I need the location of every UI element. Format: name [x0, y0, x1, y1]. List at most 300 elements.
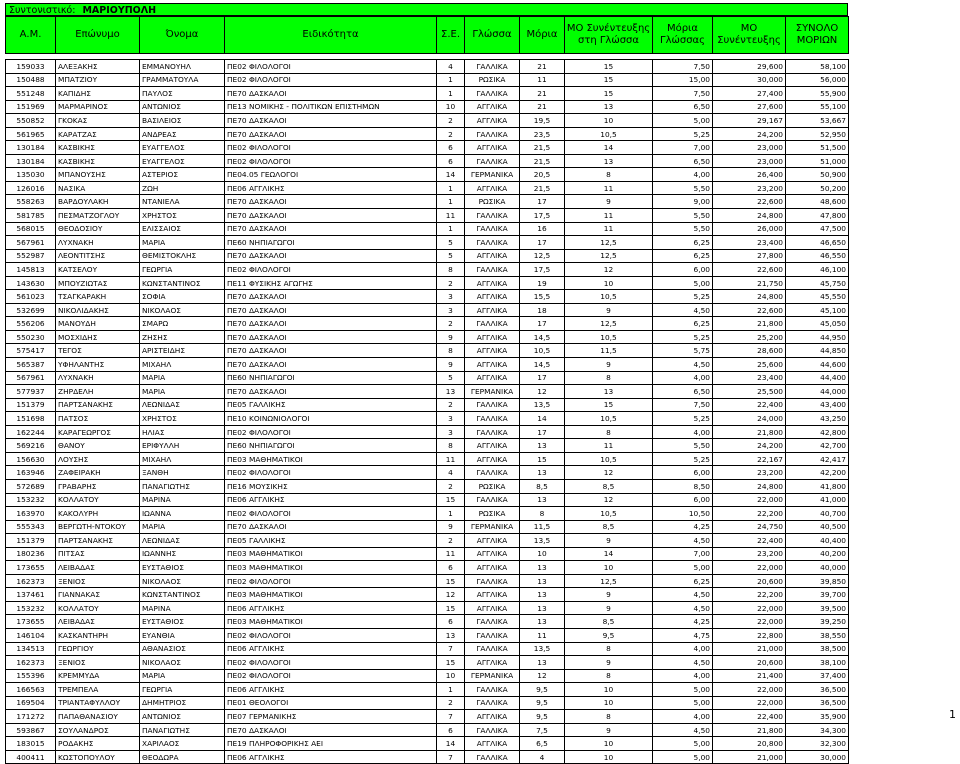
cell-interview-lang: 12,5: [565, 317, 653, 331]
cell-points: 12: [520, 385, 565, 399]
cell-lang-points: 6,50: [653, 154, 713, 168]
cell-language: ΑΓΓΛΙΚΑ: [465, 710, 520, 724]
cell-specialty: ΠΕ01 ΘΕΟΛΟΓΟΙ: [225, 696, 437, 710]
table-row: [6, 385, 849, 399]
spreadsheet: [5, 3, 848, 764]
col-interview-lang-header: ΜΟ Συνέντευξης στη Γλώσσα: [565, 17, 653, 54]
cell-lang-points: 5,25: [653, 127, 713, 141]
cell-specialty: ΠΕ60 ΝΗΠΙΑΓΩΓΟΙ: [225, 439, 437, 453]
cell-specialty: ΠΕ02 ΦΙΛΟΛΟΓΟΙ: [225, 60, 437, 74]
cell-lang-points: 5,00: [653, 683, 713, 697]
cell-points: 17: [520, 195, 565, 209]
cell-points: 13,5: [520, 398, 565, 412]
cell-interview-avg: 22,000: [713, 615, 786, 629]
cell-total: 42,700: [786, 439, 849, 453]
cell-language: ΓΑΛΛΙΚΑ: [465, 683, 520, 697]
cell-total: 58,100: [786, 60, 849, 74]
cell-se: 14: [437, 168, 465, 182]
cell-surname: ΤΡΙΑΝΤΑΦΥΛΛΟΥ: [56, 696, 140, 710]
cell-lang-points: 5,00: [653, 561, 713, 575]
cell-interview-avg: 23,200: [713, 547, 786, 561]
cell-total: 40,200: [786, 547, 849, 561]
cell-points: 20,5: [520, 168, 565, 182]
cell-am: 163970: [6, 507, 56, 521]
cell-firstname: ΠΑΥΛΟΣ: [140, 87, 225, 101]
cell-interview-avg: 20,800: [713, 737, 786, 751]
cell-lang-points: 4,50: [653, 656, 713, 670]
cell-surname: ΝΙΚΟΛΙΔΑΚΗΣ: [56, 303, 140, 317]
cell-specialty: ΠΕ06 ΑΓΓΛΙΚΗΣ: [225, 750, 437, 764]
cell-am: 581785: [6, 209, 56, 223]
cell-lang-points: 7,50: [653, 60, 713, 74]
cell-firstname: ΓΕΩΡΓΙΑ: [140, 683, 225, 697]
cell-points: 6,5: [520, 737, 565, 751]
cell-am: 151698: [6, 412, 56, 426]
table-row: [6, 73, 849, 87]
cell-surname: ΤΡΕΜΠΕΛΑ: [56, 683, 140, 697]
cell-specialty: ΠΕ06 ΑΓΓΛΙΚΗΣ: [225, 642, 437, 656]
cell-se: 1: [437, 195, 465, 209]
cell-points: 4: [520, 750, 565, 764]
cell-specialty: ΠΕ06 ΑΓΓΛΙΚΗΣ: [225, 181, 437, 195]
cell-total: 34,300: [786, 723, 849, 737]
table-row: [6, 344, 849, 358]
cell-interview-avg: 21,000: [713, 750, 786, 764]
cell-total: 55,900: [786, 87, 849, 101]
cell-am: 130184: [6, 141, 56, 155]
cell-se: 13: [437, 628, 465, 642]
cell-lang-points: 4,00: [653, 371, 713, 385]
cell-am: 567961: [6, 236, 56, 250]
cell-lang-points: 6,25: [653, 317, 713, 331]
page-number: 1: [949, 708, 956, 721]
coordinator-label: Συντονιστικό:: [9, 5, 76, 16]
cell-am: 569216: [6, 439, 56, 453]
cell-surname: ΑΛΕΞΑΚΗΣ: [56, 60, 140, 74]
cell-firstname: ΝΙΚΟΛΑΟΣ: [140, 574, 225, 588]
table-row: [6, 683, 849, 697]
cell-points: 8: [520, 507, 565, 521]
cell-lang-points: 5,25: [653, 330, 713, 344]
cell-interview-lang: 10: [565, 276, 653, 290]
cell-am: 577937: [6, 385, 56, 399]
cell-total: 44,850: [786, 344, 849, 358]
cell-total: 36,500: [786, 683, 849, 697]
cell-am: 155396: [6, 669, 56, 683]
cell-interview-lang: 8: [565, 710, 653, 724]
cell-language: ΑΓΓΛΙΚΑ: [465, 100, 520, 114]
cell-interview-avg: 26,400: [713, 168, 786, 182]
cell-lang-points: 5,00: [653, 276, 713, 290]
cell-points: 13,5: [520, 642, 565, 656]
cell-points: 21: [520, 60, 565, 74]
cell-points: 17: [520, 236, 565, 250]
cell-se: 6: [437, 561, 465, 575]
cell-interview-lang: 10: [565, 696, 653, 710]
cell-interview-avg: 22,000: [713, 493, 786, 507]
cell-specialty: ΠΕ02 ΦΙΛΟΛΟΓΟΙ: [225, 466, 437, 480]
cell-se: 5: [437, 371, 465, 385]
cell-specialty: ΠΕ70 ΔΑΣΚΑΛΟΙ: [225, 127, 437, 141]
cell-am: 145813: [6, 263, 56, 277]
cell-firstname: ΓΕΩΡΓΙΑ: [140, 263, 225, 277]
cell-specialty: ΠΕ11 ΦΥΣΙΚΗΣ ΑΓΩΓΗΣ: [225, 276, 437, 290]
cell-lang-points: 4,50: [653, 534, 713, 548]
cell-total: 46,650: [786, 236, 849, 250]
cell-se: 5: [437, 249, 465, 263]
cell-specialty: ΠΕ02 ΦΙΛΟΛΟΓΟΙ: [225, 263, 437, 277]
cell-surname: ΖΗΡΔΕΛΗ: [56, 385, 140, 399]
cell-am: 173655: [6, 561, 56, 575]
cell-lang-points: 6,25: [653, 249, 713, 263]
cell-specialty: ΠΕ70 ΔΑΣΚΑΛΟΙ: [225, 222, 437, 236]
cell-firstname: ΑΝΔΡΕΑΣ: [140, 127, 225, 141]
col-am-header: Α.Μ.: [6, 17, 56, 54]
cell-am: 561023: [6, 290, 56, 304]
cell-language: ΓΑΛΛΙΚΑ: [465, 493, 520, 507]
cell-total: 41,000: [786, 493, 849, 507]
cell-interview-avg: 23,400: [713, 236, 786, 250]
cell-am: 153232: [6, 601, 56, 615]
cell-lang-points: 5,25: [653, 412, 713, 426]
cell-lang-points: 4,00: [653, 425, 713, 439]
cell-language: ΓΑΛΛΙΚΑ: [465, 696, 520, 710]
cell-interview-lang: 10,5: [565, 330, 653, 344]
table-row: [6, 263, 849, 277]
cell-interview-avg: 25,200: [713, 330, 786, 344]
cell-lang-points: 10,50: [653, 507, 713, 521]
cell-lang-points: 7,50: [653, 398, 713, 412]
table-row: [6, 561, 849, 575]
cell-language: ΑΓΓΛΙΚΑ: [465, 141, 520, 155]
cell-specialty: ΠΕ19 ΠΛΗΡΟΦΟΡΙΚΗΣ ΑΕΙ: [225, 737, 437, 751]
cell-interview-lang: 10,5: [565, 507, 653, 521]
cell-specialty: ΠΕ02 ΦΙΛΟΛΟΓΟΙ: [225, 628, 437, 642]
cell-points: 21,5: [520, 181, 565, 195]
cell-firstname: ΑΝΤΩΝΙΟΣ: [140, 100, 225, 114]
cell-interview-lang: 9: [565, 601, 653, 615]
cell-lang-points: 4,50: [653, 303, 713, 317]
cell-specialty: ΠΕ70 ΔΑΣΚΑΛΟΙ: [225, 87, 437, 101]
cell-interview-lang: 9: [565, 656, 653, 670]
cell-language: ΑΓΓΛΙΚΑ: [465, 276, 520, 290]
cell-se: 11: [437, 452, 465, 466]
cell-interview-lang: 13: [565, 154, 653, 168]
cell-surname: ΓΚΟΚΑΣ: [56, 114, 140, 128]
table-row: [6, 425, 849, 439]
cell-se: 2: [437, 114, 465, 128]
cell-firstname: ΣΜΑΡΩ: [140, 317, 225, 331]
cell-interview-lang: 10,5: [565, 412, 653, 426]
cell-points: 13: [520, 656, 565, 670]
cell-total: 38,550: [786, 628, 849, 642]
table-row: [6, 249, 849, 263]
cell-se: 3: [437, 412, 465, 426]
cell-surname: ΞΕΝΙΟΣ: [56, 656, 140, 670]
cell-interview-lang: 11: [565, 181, 653, 195]
col-lang-points-header: Μόρια Γλώσσας: [653, 17, 713, 54]
cell-specialty: ΠΕ60 ΝΗΠΙΑΓΩΓΟΙ: [225, 236, 437, 250]
cell-surname: ΚΟΛΛΑΤΟΥ: [56, 493, 140, 507]
cell-interview-lang: 9,5: [565, 628, 653, 642]
cell-firstname: ΧΡΗΣΤΟΣ: [140, 209, 225, 223]
cell-language: ΑΓΓΛΙΚΑ: [465, 330, 520, 344]
cell-total: 36,500: [786, 696, 849, 710]
cell-language: ΑΓΓΛΙΚΑ: [465, 534, 520, 548]
cell-se: 2: [437, 534, 465, 548]
table-row: [6, 195, 849, 209]
cell-am: 180236: [6, 547, 56, 561]
cell-points: 15: [520, 452, 565, 466]
cell-se: 2: [437, 398, 465, 412]
cell-firstname: ΣΟΦΙΑ: [140, 290, 225, 304]
cell-am: 532699: [6, 303, 56, 317]
cell-specialty: ΠΕ07 ΓΕΡΜΑΝΙΚΗΣ: [225, 710, 437, 724]
cell-se: 15: [437, 601, 465, 615]
table-row: [6, 507, 849, 521]
cell-surname: ΚΑΚΟΛΥΡΗ: [56, 507, 140, 521]
cell-specialty: ΠΕ03 ΜΑΘΗΜΑΤΙΚΟΙ: [225, 547, 437, 561]
cell-language: ΑΓΓΛΙΚΑ: [465, 181, 520, 195]
cell-lang-points: 6,00: [653, 493, 713, 507]
cell-interview-avg: 23,200: [713, 181, 786, 195]
cell-se: 6: [437, 615, 465, 629]
cell-interview-lang: 10: [565, 737, 653, 751]
cell-points: 14,5: [520, 358, 565, 372]
cell-firstname: ΞΑΝΘΗ: [140, 466, 225, 480]
cell-surname: ΚΑΣΒΙΚΗΣ: [56, 141, 140, 155]
cell-lang-points: 5,00: [653, 114, 713, 128]
cell-interview-avg: 24,000: [713, 412, 786, 426]
cell-surname: ΛΥΧΝΑΚΗ: [56, 236, 140, 250]
cell-interview-lang: 14: [565, 547, 653, 561]
cell-total: 39,500: [786, 601, 849, 615]
cell-language: ΡΩΣΙΚΑ: [465, 507, 520, 521]
cell-surname: ΚΑΣΒΙΚΗΣ: [56, 154, 140, 168]
cell-specialty: ΠΕ70 ΔΑΣΚΑΛΟΙ: [225, 195, 437, 209]
cell-se: 2: [437, 127, 465, 141]
cell-interview-avg: 29,167: [713, 114, 786, 128]
table-row: [6, 276, 849, 290]
cell-se: 10: [437, 100, 465, 114]
cell-firstname: ΘΕΜΙΣΤΟΚΛΗΣ: [140, 249, 225, 263]
cell-language: ΡΩΣΙΚΑ: [465, 479, 520, 493]
table-row: [6, 588, 849, 602]
col-interview-avg-header: ΜΟ Συνέντευξης: [713, 17, 786, 54]
cell-points: 17: [520, 371, 565, 385]
cell-interview-lang: 14: [565, 141, 653, 155]
cell-language: ΑΓΓΛΙΚΑ: [465, 737, 520, 751]
cell-specialty: ΠΕ06 ΑΓΓΛΙΚΗΣ: [225, 601, 437, 615]
cell-interview-lang: 9: [565, 195, 653, 209]
cell-am: 162373: [6, 656, 56, 670]
cell-am: 558263: [6, 195, 56, 209]
cell-language: ΓΑΛΛΙΚΑ: [465, 466, 520, 480]
cell-total: 44,950: [786, 330, 849, 344]
cell-language: ΑΓΓΛΙΚΑ: [465, 290, 520, 304]
cell-points: 7,5: [520, 723, 565, 737]
cell-points: 9,5: [520, 710, 565, 724]
cell-interview-lang: 10,5: [565, 290, 653, 304]
cell-points: 13: [520, 493, 565, 507]
cell-lang-points: 7,00: [653, 547, 713, 561]
cell-firstname: ΛΕΩΝΙΔΑΣ: [140, 398, 225, 412]
cell-firstname: ΑΝΤΩΝΙΟΣ: [140, 710, 225, 724]
cell-am: 400411: [6, 750, 56, 764]
cell-surname: ΜΠΑΤΖΙΟΥ: [56, 73, 140, 87]
cell-se: 1: [437, 683, 465, 697]
cell-interview-avg: 22,200: [713, 507, 786, 521]
table-row: [6, 669, 849, 683]
cell-lang-points: 6,50: [653, 385, 713, 399]
cell-language: ΑΓΓΛΙΚΑ: [465, 588, 520, 602]
cell-language: ΑΓΓΛΙΚΑ: [465, 561, 520, 575]
cell-language: ΓΑΛΛΙΚΑ: [465, 87, 520, 101]
table-row: [6, 750, 849, 764]
cell-interview-lang: 10: [565, 750, 653, 764]
cell-language: ΓΑΛΛΙΚΑ: [465, 154, 520, 168]
cell-specialty: ΠΕ02 ΦΙΛΟΛΟΓΟΙ: [225, 656, 437, 670]
cell-surname: ΠΕΣΜΑΤΖΟΓΛΟΥ: [56, 209, 140, 223]
cell-language: ΓΕΡΜΑΝΙΚΑ: [465, 669, 520, 683]
cell-points: 23,5: [520, 127, 565, 141]
table-row: [6, 209, 849, 223]
cell-surname: ΛΟΥΣΗΣ: [56, 452, 140, 466]
cell-points: 21,5: [520, 154, 565, 168]
cell-language: ΡΩΣΙΚΑ: [465, 73, 520, 87]
cell-am: 146104: [6, 628, 56, 642]
cell-am: 552987: [6, 249, 56, 263]
cell-interview-avg: 26,000: [713, 222, 786, 236]
cell-language: ΓΑΛΛΙΚΑ: [465, 412, 520, 426]
cell-interview-avg: 22,400: [713, 534, 786, 548]
cell-interview-lang: 13: [565, 385, 653, 399]
cell-language: ΓΑΛΛΙΚΑ: [465, 628, 520, 642]
cell-language: ΓΑΛΛΙΚΑ: [465, 642, 520, 656]
cell-lang-points: 5,25: [653, 290, 713, 304]
cell-se: 6: [437, 154, 465, 168]
cell-am: 162244: [6, 425, 56, 439]
cell-lang-points: 6,50: [653, 100, 713, 114]
cell-firstname: ΖΗΣΗΣ: [140, 330, 225, 344]
cell-am: 166563: [6, 683, 56, 697]
cell-firstname: ΓΡΑΜΜΑΤΟΥΛΑ: [140, 73, 225, 87]
cell-interview-avg: 30,000: [713, 73, 786, 87]
cell-se: 3: [437, 290, 465, 304]
cell-interview-avg: 24,800: [713, 209, 786, 223]
cell-se: 11: [437, 547, 465, 561]
cell-lang-points: 4,50: [653, 601, 713, 615]
cell-se: 4: [437, 60, 465, 74]
table-row: [6, 412, 849, 426]
coordinator-row: [5, 3, 848, 16]
table-row: [6, 710, 849, 724]
cell-se: 1: [437, 87, 465, 101]
cell-interview-lang: 9: [565, 303, 653, 317]
cell-surname: ΤΕΓΟΣ: [56, 344, 140, 358]
cell-total: 56,000: [786, 73, 849, 87]
cell-se: 1: [437, 73, 465, 87]
cell-surname: ΚΑΡΑΤΖΑΣ: [56, 127, 140, 141]
cell-total: 40,500: [786, 520, 849, 534]
col-surname-header: Επώνυμο: [56, 17, 140, 54]
cell-interview-lang: 10: [565, 561, 653, 575]
cell-interview-avg: 21,000: [713, 642, 786, 656]
cell-total: 38,100: [786, 656, 849, 670]
cell-total: 39,250: [786, 615, 849, 629]
cell-se: 5: [437, 236, 465, 250]
cell-specialty: ΠΕ70 ΔΑΣΚΑΛΟΙ: [225, 290, 437, 304]
cell-surname: ΜΠΟΥΖΙΩΤΑΣ: [56, 276, 140, 290]
cell-am: 159033: [6, 60, 56, 74]
cell-surname: ΛΕΙΒΑΔΑΣ: [56, 561, 140, 575]
table-row: [6, 303, 849, 317]
cell-firstname: ΠΑΝΑΓΙΩΤΗΣ: [140, 723, 225, 737]
cell-se: 2: [437, 696, 465, 710]
cell-am: 183015: [6, 737, 56, 751]
cell-lang-points: 4,25: [653, 520, 713, 534]
cell-interview-lang: 12,5: [565, 249, 653, 263]
cell-firstname: ΜΙΧΑΗΛ: [140, 358, 225, 372]
cell-interview-lang: 9: [565, 358, 653, 372]
cell-interview-lang: 12: [565, 493, 653, 507]
cell-interview-lang: 8: [565, 371, 653, 385]
table-body: [6, 54, 849, 764]
cell-interview-avg: 24,200: [713, 439, 786, 453]
cell-am: 551248: [6, 87, 56, 101]
cell-points: 11: [520, 628, 565, 642]
cell-se: 7: [437, 750, 465, 764]
table-row: [6, 236, 849, 250]
cell-interview-lang: 12,5: [565, 236, 653, 250]
cell-surname: ΚΡΕΜΜΥΔΑ: [56, 669, 140, 683]
cell-language: ΑΓΓΛΙΚΑ: [465, 358, 520, 372]
cell-language: ΓΑΛΛΙΚΑ: [465, 750, 520, 764]
cell-interview-lang: 12,5: [565, 574, 653, 588]
cell-se: 3: [437, 425, 465, 439]
cell-interview-avg: 28,600: [713, 344, 786, 358]
cell-am: 156630: [6, 452, 56, 466]
cell-language: ΓΕΡΜΑΝΙΚΑ: [465, 168, 520, 182]
cell-specialty: ΠΕ70 ΔΑΣΚΑΛΟΙ: [225, 358, 437, 372]
cell-points: 21: [520, 100, 565, 114]
cell-se: 6: [437, 141, 465, 155]
cell-total: 46,550: [786, 249, 849, 263]
cell-total: 50,200: [786, 181, 849, 195]
table-row: [6, 371, 849, 385]
cell-am: 593867: [6, 723, 56, 737]
cell-firstname: ΜΙΧΑΗΛ: [140, 452, 225, 466]
cell-points: 8,5: [520, 479, 565, 493]
table-row: [6, 358, 849, 372]
cell-interview-avg: 22,400: [713, 398, 786, 412]
table-row: [6, 141, 849, 155]
cell-interview-lang: 15: [565, 398, 653, 412]
cell-firstname: ΜΑΡΙΑ: [140, 669, 225, 683]
cell-language: ΓΑΛΛΙΚΑ: [465, 317, 520, 331]
coordinator-value: ΜΑΡΙΟΥΠΟΛΗ: [82, 5, 157, 16]
table-row: [6, 222, 849, 236]
cell-am: 568015: [6, 222, 56, 236]
cell-total: 40,000: [786, 561, 849, 575]
cell-total: 43,400: [786, 398, 849, 412]
cell-firstname: ΝΙΚΟΛΑΟΣ: [140, 656, 225, 670]
table-row: [6, 574, 849, 588]
cell-se: 8: [437, 344, 465, 358]
cell-language: ΑΓΓΛΙΚΑ: [465, 452, 520, 466]
cell-firstname: ΜΑΡΙΑ: [140, 236, 225, 250]
cell-surname: ΘΕΟΔΟΣΙΟΥ: [56, 222, 140, 236]
